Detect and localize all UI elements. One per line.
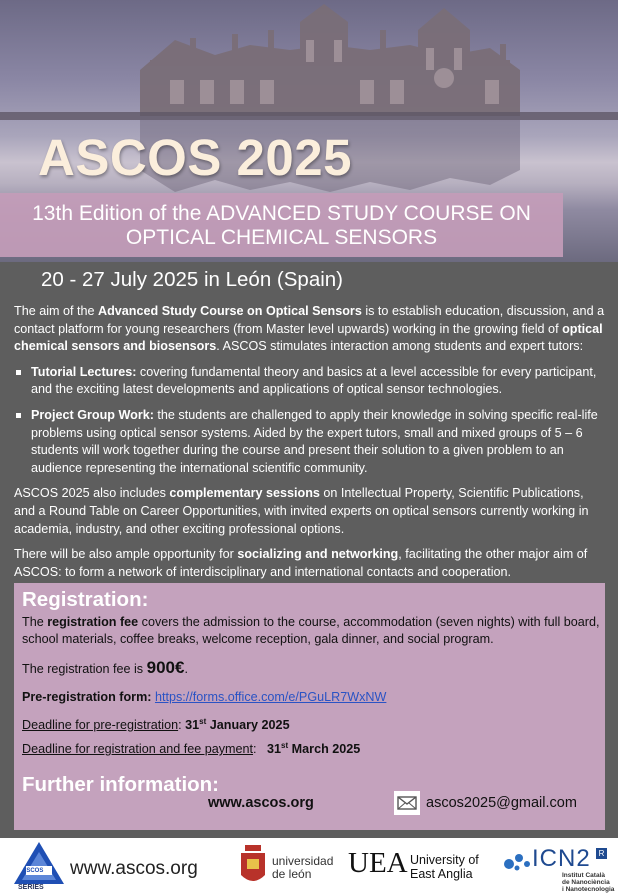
mail-icon: [394, 791, 420, 815]
square-bullet-icon: [16, 370, 21, 375]
subtitle-line-2: OPTICAL CHEMICAL SENSORS: [125, 226, 438, 249]
preregistration-deadline: Deadline for pre-registration: 31st January 2025: [22, 717, 290, 733]
uea-mark: UEA: [348, 847, 408, 879]
fee-amount: 900€: [146, 658, 185, 677]
icn2-r-badge: R: [596, 848, 607, 859]
ascos-series-text: SERIES: [18, 884, 44, 891]
list-item: Project Group Work: the students are challenged to apply their knowledge in solving specific real-life problems using optical sensor systems. Aided by the expert tutors, small and mixed groups of 5 – 6 students will work together during the course and present their solution to a given problem to an audience representing the international scientific community.: [14, 407, 606, 477]
subtitle-line-1: 13th Edition of the ADVANCED STUDY COURSE ON: [32, 202, 531, 225]
preregistration-form: Pre-registration form: https://forms.office.com/e/PGuLR7WxNW: [22, 690, 387, 704]
square-bullet-icon: [16, 413, 21, 418]
email-link[interactable]: ascos2025@gmail.com: [426, 795, 577, 811]
list-item: Tutorial Lectures: covering fundamental theory and basics at a level accessible for every participant, and the exciting latest developments and applications of optical sensor technologies.: [14, 364, 606, 399]
registration-heading: Registration:: [22, 588, 149, 611]
social-paragraph: There will be also ample opportunity for socializing and networking, facilitating the other major aim of ASCOS: to form a network of interdisciplinary and international contacts and cooperation.: [14, 547, 588, 579]
intro-paragraph: The aim of the Advanced Study Course on Optical Sensors is to establish education, discussion, and a contact platform for young researchers (from Master level upwards) working in the growing field of optical chemical sensors and biosensors. ASCOS stimulates interaction among students and expert tutors:: [14, 304, 605, 354]
subtitle-banner: [0, 193, 563, 257]
ascos-logo-text: ASCOS: [22, 868, 44, 874]
event-title: ASCOS 2025: [38, 129, 352, 186]
course-description: [14, 303, 606, 589]
leon-logo-text: universidad de león: [272, 854, 334, 881]
icn2-logo-text: Institut Català de Nanociència i Nanotecnologia: [562, 872, 615, 893]
further-info-heading: Further information:: [22, 773, 220, 796]
registration-description: The registration fee covers the admission to the course, accommodation (seven nights) with full board, school materials, coffee breaks, welcome reception, gala dinner, and social program.: [22, 615, 600, 646]
payment-deadline: Deadline for registration and fee payment: 31st March 2025: [22, 741, 361, 757]
activities-list: [14, 364, 606, 478]
uea-logo-text: University of East Anglia: [410, 853, 479, 881]
course-subtitle: [0, 202, 563, 250]
registration-fee: The registration fee is 900€.: [22, 658, 188, 677]
footer-website[interactable]: www.ascos.org: [70, 858, 198, 879]
icn2-mark: ICN2: [532, 845, 591, 872]
complementary-paragraph: ASCOS 2025 also includes complementary sessions on Intellectual Property, Scientific Publications, and a Round Table on Career Opportunities, with invited experts on optical sensors currently working in academia, industry, and other exciting professional options.: [14, 486, 589, 536]
leon-crest-icon: [238, 843, 268, 889]
event-date-location: 20 - 27 July 2025 in León (Spain): [41, 268, 344, 291]
website-link[interactable]: www.ascos.org: [208, 795, 314, 811]
preregistration-link[interactable]: https://forms.office.com/e/PGuLR7WxNW: [154, 690, 387, 704]
icn2-molecule-icon: [503, 850, 531, 872]
